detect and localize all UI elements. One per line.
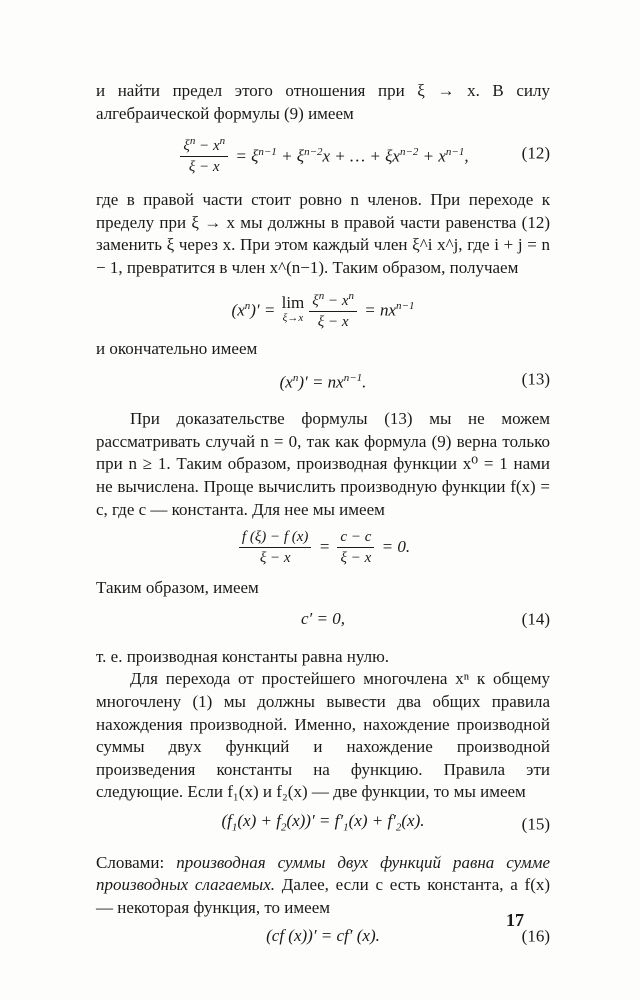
- paragraph-6: т. е. производная константы равна нулю.: [96, 646, 390, 666]
- page-body: [96, 80, 550, 954]
- page-number: 17: [506, 910, 524, 930]
- paragraph-8-tail: Далее, если c есть константа, а f(x) — некоторая функция, то имеем: [96, 875, 551, 918]
- equation-limit: $(x^n)'$ = lim ξ→x $\frac{\xi^n - x^n}{\xi - x}$ = $nx^{n-1}$: [96, 280, 550, 338]
- equation-13: $(x^n)' = nx^{n-1}$. (13): [279, 369, 550, 392]
- paragraph-1: и найти предел этого отношения при ξ → x. В силу алгебраической формулы (9) имеем: [96, 81, 550, 123]
- paragraph-4: При доказательстве формулы (13) мы не можем рассматривать случай n = 0, так как формула (9) верна только при n ≥ 1. Таким образом, производная функции x⁰ = 1 нами не вычислена. Проще вычислить производную функции f(x) = c, где c — константа. Для нее мы имеем: [96, 409, 550, 519]
- paragraph-7: Для перехода от простейшего многочлена xⁿ к общему многочлену (1) мы должны вывести два общих правила нахождения производной. Именно, нахождение производной суммы двух функций и нахождение производной произведения константы на функцию. Правила эти следующие. Если f₁(x) и f₂(x) — две функции, то мы имеем: [96, 669, 550, 802]
- equation-number: (16): [521, 926, 550, 946]
- equation-number: (15): [521, 814, 550, 834]
- equation-const-derivative: $\frac{f (\xi) - f (x)}{\xi - x}$ = $\frac{c - c}{\xi - x}$ = 0.: [96, 521, 550, 573]
- equation-14: c′ = 0, (14): [96, 600, 550, 640]
- equation-number: (14): [521, 609, 550, 629]
- paragraph-8: [96, 852, 550, 920]
- paragraph-8-lead: Словами:: [96, 852, 165, 872]
- equation-16: (cf (x))′ = cf′ (x). (16): [96, 920, 550, 954]
- equation-15: $(f_1(x) + f_2(x))' = f'_1(x) + f'_2(x)$. (15): [96, 804, 550, 846]
- equation-number: (13): [521, 369, 550, 389]
- paragraph-2: где в правой части стоит ровно n членов. При переходе к пределу при ξ → x мы должны в правой части равенства (12) заменить ξ через x. При этом каждый член ξ^i x^j, где i + j = n − 1, превратится в член x^(n−1). Таким образом, получаем: [96, 190, 550, 277]
- equation-12: $\frac{\xi^n - x^n}{\xi - x}$ = $\xi^{n-1} + \xi^{n-2}x$ + … + $\xi x^{n-2} + x^{n-1}$, (12): [96, 125, 550, 183]
- paragraph-8-emphasis: производная суммы двух функций равна сумме производных слагаемых.: [96, 852, 551, 895]
- paragraph-3: и окончательно имеем: [96, 338, 258, 358]
- paragraph-5: Таким образом, имеем: [96, 578, 259, 598]
- equation-number: (12): [521, 143, 550, 163]
